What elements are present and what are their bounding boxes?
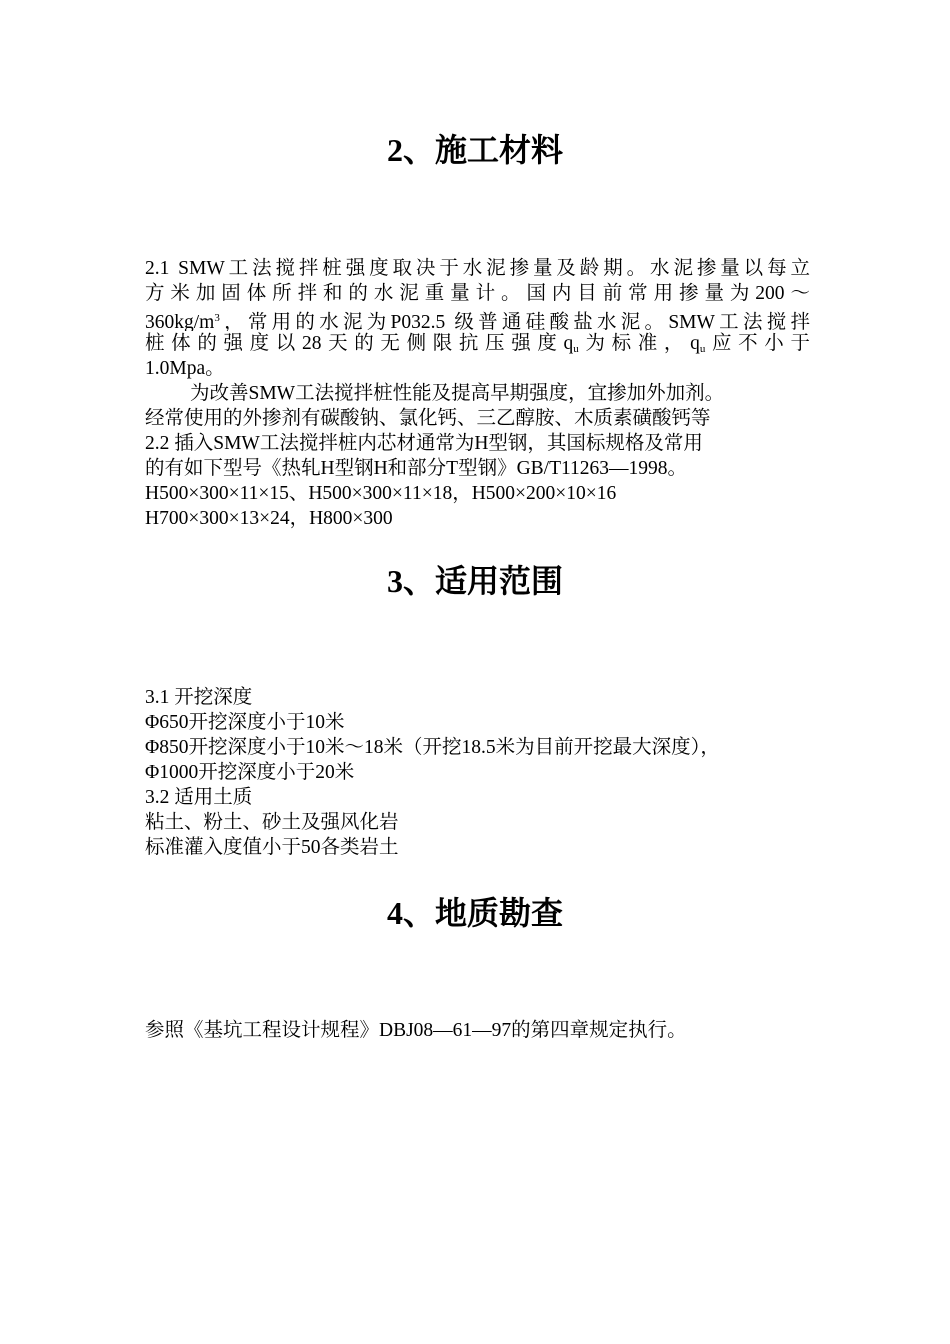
section-4-heading: 4、地质勘查 xyxy=(386,895,563,931)
qu-subscript-2: u xyxy=(699,343,706,355)
paragraph-2-1-line-1: 2.1 SMW工法搅拌桩强度取决于水泥掺量及龄期。水泥掺量以每立 xyxy=(145,258,810,279)
soil-type-title: 3.2 适用土质 xyxy=(145,787,253,808)
depth-650-line: Φ650开挖深度小于10米 xyxy=(145,712,345,733)
section-2-heading: 2、施工材料 xyxy=(386,132,563,168)
strength-text-a: 桩体的强度以28天的无侧限抗压强度q xyxy=(145,333,574,354)
paragraph-2-1-line-3 xyxy=(145,306,810,331)
paragraph-2-2-line-1: 2.2 插入SMW工法搅拌桩内芯材通常为H型钢，其国标规格及常用 xyxy=(145,433,703,454)
depth-850-line: Φ850开挖深度小于10米～18米（开挖18.5米为目前开挖最大深度）， xyxy=(145,737,720,758)
soil-types-line: 粘土、粉土、砂土及强风化岩 xyxy=(145,812,399,833)
depth-1000-line: Φ1000开挖深度小于20米 xyxy=(145,762,355,783)
paragraph-2-1-line-4 xyxy=(145,331,810,356)
strength-text-c: 应不小于 xyxy=(705,333,810,354)
paragraph-2-1-line-2: 方米加固体所拌和的水泥重量计。国内目前常用掺量为200～ xyxy=(145,283,810,304)
cement-amount-text: 360kg/m xyxy=(145,312,215,331)
section-4-body xyxy=(145,1018,810,1043)
paragraph-2-1-line-5: 1.0Mpa。 xyxy=(145,358,225,379)
penetration-value-line: 标准灌入度值小于50各类岩土 xyxy=(145,837,399,858)
survey-reference-line: 参照《基坑工程设计规程》DBJ08—61—97的第四章规定执行。 xyxy=(145,1020,687,1041)
excavation-depth-title: 3.1 开挖深度 xyxy=(145,687,253,708)
paragraph-2-2-line-2: 的有如下型号《热轧H型钢H和部分T型钢》GB/T11263—1998。 xyxy=(145,458,688,479)
section-3-body xyxy=(145,685,810,860)
cubic-superscript: 3 xyxy=(214,312,220,324)
section-3-heading: 3、适用范围 xyxy=(386,563,563,599)
cement-type-text: ，常用的水泥为P032.5 级普通硅酸盐水泥。SMW工法搅拌 xyxy=(219,312,810,331)
paragraph-2-2-line-4: H700×300×13×24，H800×300 xyxy=(145,508,393,529)
paragraph-additive-line-1: 为改善SMW工法搅拌桩性能及提高早期强度，宜掺加外加剂。 xyxy=(190,383,725,404)
section-2-body xyxy=(145,256,810,531)
strength-text-b: 为标准，q xyxy=(578,333,700,354)
qu-subscript-1: u xyxy=(573,343,579,355)
paragraph-2-2-line-3: H500×300×11×15、H500×300×11×18，H500×200×10×16 xyxy=(145,483,617,504)
paragraph-additive-line-2: 经常使用的外掺剂有碳酸钠、氯化钙、三乙醇胺、木质素磺酸钙等 xyxy=(145,408,711,429)
